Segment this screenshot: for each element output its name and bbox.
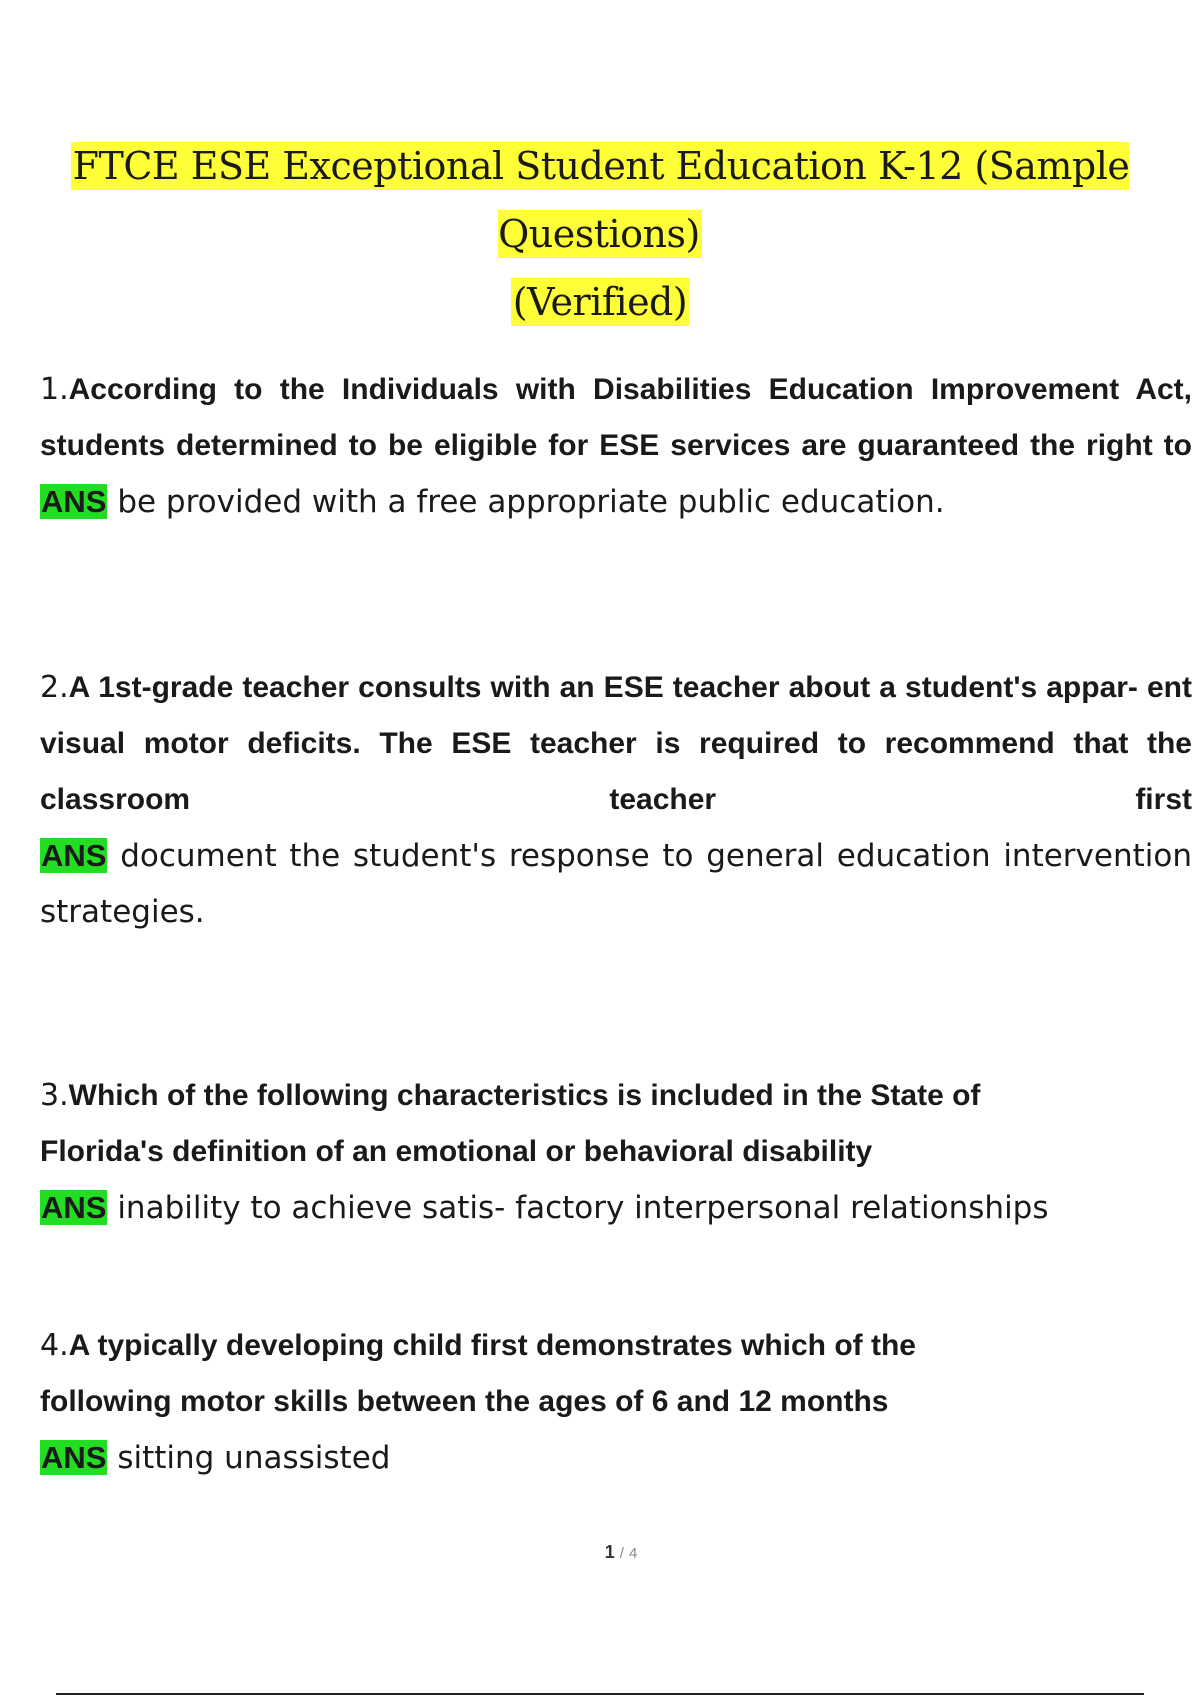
ans-label: ANS — [41, 1440, 107, 1475]
page-indicator — [0, 1542, 1200, 1563]
question-4-text: A typically developing child first demonstrates which of the following motor skills between the ages of 6 and 12 months — [40, 1329, 916, 1418]
answer-4-text: sitting unassisted — [117, 1440, 391, 1476]
answer-3-text: inability to achieve satis- factory interpersonal relationships — [117, 1190, 1049, 1226]
question-2 — [40, 660, 1192, 940]
question-4-prompt — [40, 1318, 1000, 1430]
page-bottom-divider — [56, 1693, 1144, 1695]
question-1-prompt — [40, 362, 1192, 474]
title-line-1: FTCE ESE Exceptional Student Education K-12 (Sample Questions) — [72, 144, 1130, 256]
ans-label: ANS — [41, 1190, 107, 1225]
question-2-prompt — [40, 660, 1192, 828]
question-3 — [40, 1068, 1192, 1236]
answer-3 — [40, 1180, 1192, 1236]
answer-1 — [40, 474, 1192, 530]
question-3-text: Which of the following characteristics is included in the State of Florida's definition of an emotional or behavioral disability — [40, 1079, 981, 1168]
question-1-text: According to the Individuals with Disabilities Education Improvement Act, students determined to be eligible for ESE services are guaranteed the right to — [40, 373, 1192, 462]
question-2-text: A 1st-grade teacher consults with an ESE teacher about a student's appar- ent visual motor deficits. The ESE teacher is required to recommend that the classroom teacher first — [40, 671, 1192, 816]
answer-2 — [40, 828, 1192, 940]
question-4 — [40, 1318, 1192, 1486]
answer-4 — [40, 1430, 1192, 1486]
title-line-2: (Verified) — [512, 280, 688, 324]
answer-2-text: document the student's response to general education intervention strategies. — [40, 838, 1192, 930]
document-title — [40, 132, 1160, 336]
current-page: 1 — [604, 1542, 615, 1562]
question-2-number: 2. — [40, 670, 69, 705]
total-pages: 4 — [628, 1545, 638, 1562]
page-separator: / — [619, 1545, 624, 1562]
question-3-prompt — [40, 1068, 1050, 1180]
question-1 — [40, 362, 1192, 530]
question-3-number: 3. — [40, 1078, 69, 1113]
ans-label: ANS — [41, 484, 107, 519]
answer-1-text: be provided with a free appropriate public education. — [117, 484, 945, 520]
ans-label: ANS — [41, 838, 107, 873]
question-1-number: 1. — [40, 372, 69, 407]
question-4-number: 4. — [40, 1328, 69, 1363]
